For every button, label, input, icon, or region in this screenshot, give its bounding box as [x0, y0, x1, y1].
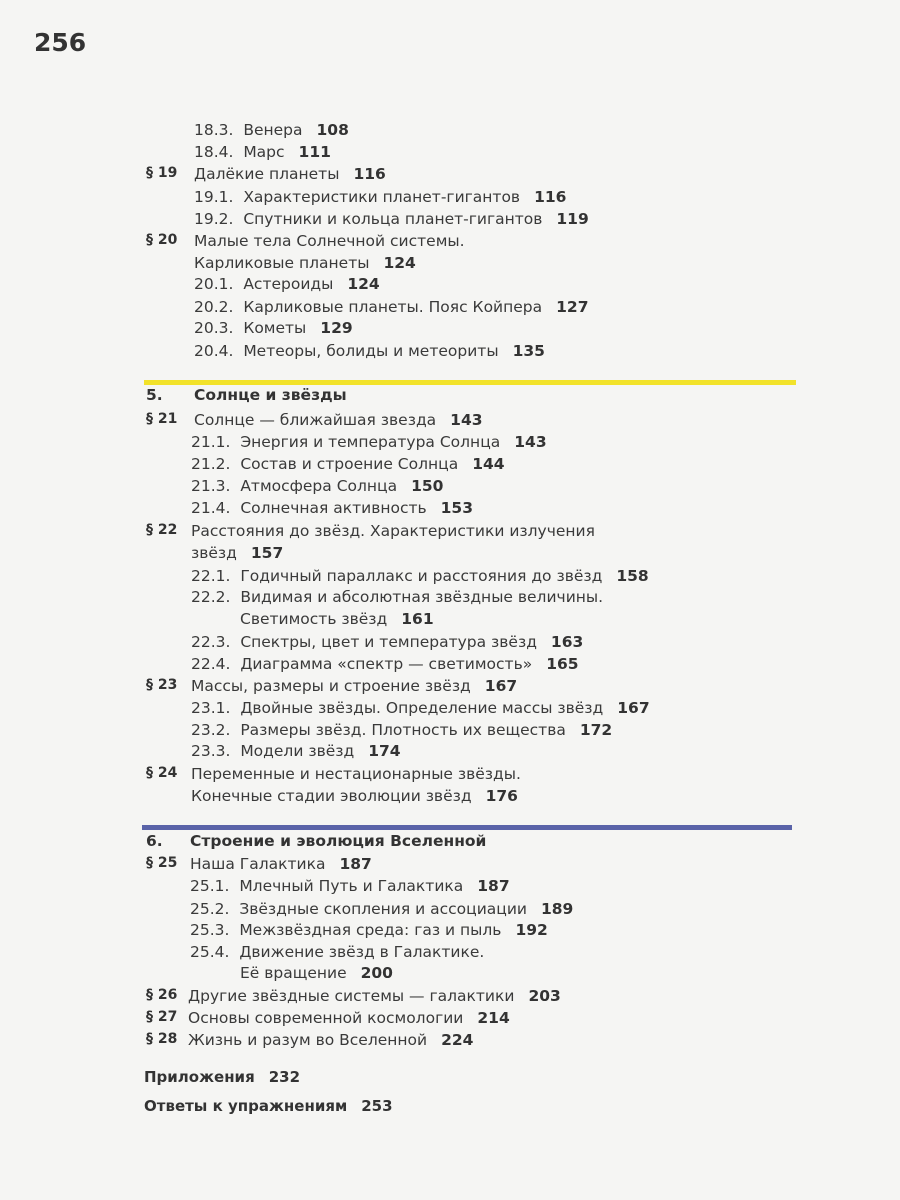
toc-entry — [194, 231, 465, 251]
entry-title: Млечный Путь и Галактика — [239, 877, 464, 895]
section-number: § 25 — [146, 855, 178, 871]
toc-entry — [191, 566, 649, 586]
section-number: § 20 — [146, 232, 178, 248]
entry-title: Диаграмма «спектр — светимость» — [240, 655, 533, 673]
toc-entry — [194, 297, 589, 317]
toc-entry — [188, 986, 561, 1006]
entry-title: Кометы — [243, 319, 307, 337]
subsection-number: 20.1. — [194, 275, 234, 293]
toc-entry — [190, 876, 510, 896]
subsection-number: 20.2. — [194, 298, 234, 316]
entry-title: Жизнь и разум во Вселенной — [188, 1031, 428, 1049]
entry-page: 167 — [484, 677, 518, 695]
entry-page: 135 — [512, 342, 545, 360]
entry-title: Спутники и кольца планет-гигантов — [243, 210, 543, 228]
subsection-number: 21.3. — [191, 477, 231, 495]
subsection-number: 23.2. — [191, 721, 231, 739]
entry-page: 161 — [401, 610, 434, 628]
toc-entry — [191, 543, 283, 563]
entry-title: Расстояния до звёзд. Характеристики излучения — [191, 522, 595, 540]
subsection-number: 21.2. — [191, 455, 231, 473]
toc-entry — [190, 920, 548, 940]
subsection-number: 21.4. — [191, 499, 231, 517]
entry-page: 124 — [383, 254, 416, 272]
toc-entry — [194, 341, 545, 361]
toc-entry — [191, 741, 401, 761]
entry-title: Метеоры, болиды и метеориты — [243, 342, 499, 360]
entry-page: 153 — [440, 499, 473, 517]
entry-page: 157 — [250, 544, 284, 562]
toc-entry — [194, 253, 416, 273]
entry-title: Другие звёздные системы — галактики — [188, 987, 515, 1005]
entry-title: Переменные и нестационарные звёзды. — [191, 765, 521, 783]
subsection-number: 22.4. — [191, 655, 231, 673]
appendix-page: 253 — [361, 1097, 393, 1115]
entry-title: Светимость звёзд — [240, 610, 388, 628]
toc-entry — [194, 410, 483, 430]
entry-title: Размеры звёзд. Плотность их вещества — [240, 721, 566, 739]
subsection-number: 22.3. — [191, 633, 231, 651]
toc-entry — [190, 942, 484, 962]
entry-title: Спектры, цвет и температура звёзд — [240, 633, 537, 651]
page-number: 256 — [34, 28, 87, 57]
toc-entry — [188, 1030, 473, 1050]
entry-title: Модели звёзд — [240, 742, 355, 760]
entry-title: Карликовые планеты. Пояс Койпера — [243, 298, 543, 316]
entry-title: Характеристики планет-гигантов — [243, 188, 521, 206]
entry-title: Её вращение — [240, 964, 347, 982]
toc-entry — [191, 521, 595, 541]
section-number: § 19 — [146, 165, 178, 181]
subsection-number: 18.4. — [194, 143, 234, 161]
entry-title: Венера — [243, 121, 303, 139]
toc-entry — [191, 454, 505, 474]
entry-title: Атмосфера Солнца — [240, 477, 398, 495]
toc-entry — [240, 963, 393, 983]
toc-entry — [191, 498, 473, 518]
toc-entry — [240, 609, 434, 629]
entry-page: 187 — [339, 855, 372, 873]
toc-entry — [191, 764, 521, 784]
entry-title: Массы, размеры и строение звёзд — [191, 677, 471, 695]
entry-title: Двойные звёзды. Определение массы звёзд — [240, 699, 604, 717]
subsection-number: 25.4. — [190, 943, 230, 961]
appendix-title: Приложения — [144, 1068, 255, 1086]
section-number: § 28 — [146, 1031, 178, 1047]
entry-title: Движение звёзд в Галактике. — [239, 943, 485, 961]
toc-entry — [194, 142, 331, 162]
entry-title: Состав и строение Солнца — [240, 455, 459, 473]
entry-page: 189 — [540, 900, 574, 918]
chapter-number: 6. — [146, 832, 163, 850]
subsection-number: 20.3. — [194, 319, 234, 337]
subsection-number: 25.2. — [190, 900, 230, 918]
toc-entry — [191, 786, 518, 806]
chapter-title: Строение и эволюция Вселенной — [190, 832, 487, 850]
toc-entry — [190, 854, 372, 874]
toc-entry — [191, 632, 583, 652]
subsection-number: 25.3. — [190, 921, 230, 939]
toc-entry — [194, 274, 380, 294]
toc-entry — [194, 318, 353, 338]
entry-title: Карликовые планеты — [194, 254, 370, 272]
toc-entry — [191, 698, 650, 718]
appendix-title: Ответы к упражнениям — [144, 1097, 348, 1115]
entry-page: 124 — [347, 275, 380, 293]
subsection-number: 19.2. — [194, 210, 234, 228]
appendix-page: 232 — [268, 1068, 301, 1086]
chapter-number: 5. — [146, 386, 163, 404]
section-number: § 22 — [146, 522, 178, 538]
toc-entry — [194, 187, 566, 207]
entry-page: 108 — [316, 121, 349, 139]
toc-entry — [194, 209, 589, 229]
toc-entry — [191, 654, 579, 674]
entry-page: 116 — [353, 165, 386, 183]
entry-title: Астероиды — [243, 275, 334, 293]
entry-title: Далёкие планеты — [194, 165, 340, 183]
toc-entry — [188, 1008, 510, 1028]
entry-page: 158 — [616, 567, 649, 585]
appendix-entry — [144, 1068, 300, 1086]
entry-page: 172 — [579, 721, 613, 739]
chapter-divider — [144, 380, 796, 385]
entry-title: Годичный параллакс и расстояния до звёзд — [240, 567, 603, 585]
entry-title: Конечные стадии эволюции звёзд — [191, 787, 472, 805]
appendix-entry — [144, 1097, 393, 1115]
entry-page: 224 — [441, 1031, 474, 1049]
entry-page: 116 — [534, 188, 567, 206]
entry-title: Наша Галактика — [190, 855, 326, 873]
entry-title: Марс — [243, 143, 285, 161]
entry-title: Основы современной космологии — [188, 1009, 464, 1027]
entry-page: 167 — [617, 699, 650, 717]
toc-entry — [194, 164, 386, 184]
toc-entry — [191, 720, 612, 740]
toc-entry — [191, 676, 517, 696]
section-number: § 26 — [146, 987, 178, 1003]
toc-entry — [191, 587, 603, 607]
entry-page: 174 — [368, 742, 401, 760]
entry-title: Солнечная активность — [240, 499, 427, 517]
section-number: § 23 — [146, 677, 178, 693]
entry-page: 143 — [514, 433, 547, 451]
section-number: § 21 — [146, 411, 178, 427]
toc-entry — [190, 899, 573, 919]
entry-title: Звёздные скопления и ассоциации — [239, 900, 527, 918]
entry-title: Малые тела Солнечной системы. — [194, 232, 465, 250]
entry-page: 143 — [450, 411, 483, 429]
entry-page: 200 — [360, 964, 393, 982]
entry-title: Видимая и абсолютная звёздные величины. — [240, 588, 604, 606]
entry-page: 111 — [298, 143, 331, 161]
subsection-number: 19.1. — [194, 188, 234, 206]
section-number: § 27 — [146, 1009, 178, 1025]
entry-title: Межзвёздная среда: газ и пыль — [239, 921, 502, 939]
entry-page: 129 — [320, 319, 353, 337]
entry-page: 150 — [411, 477, 444, 495]
chapter-divider — [142, 825, 792, 830]
toc-entry — [194, 120, 349, 140]
section-number: § 24 — [146, 765, 178, 781]
entry-page: 119 — [556, 210, 589, 228]
subsection-number: 22.1. — [191, 567, 231, 585]
entry-page: 214 — [477, 1009, 510, 1027]
entry-title: Солнце — ближайшая звезда — [194, 411, 437, 429]
subsection-number: 18.3. — [194, 121, 234, 139]
toc-entry — [191, 476, 443, 496]
subsection-number: 25.1. — [190, 877, 230, 895]
toc-entry — [191, 432, 547, 452]
subsection-number: 20.4. — [194, 342, 234, 360]
entry-page: 187 — [477, 877, 510, 895]
entry-title: звёзд — [191, 544, 237, 562]
entry-page: 127 — [556, 298, 589, 316]
entry-page: 165 — [546, 655, 579, 673]
entry-page: 203 — [528, 987, 561, 1005]
entry-page: 163 — [550, 633, 584, 651]
subsection-number: 21.1. — [191, 433, 231, 451]
entry-page: 176 — [485, 787, 518, 805]
subsection-number: 23.1. — [191, 699, 231, 717]
subsection-number: 23.3. — [191, 742, 231, 760]
subsection-number: 22.2. — [191, 588, 231, 606]
chapter-title: Солнце и звёзды — [194, 386, 347, 404]
entry-page: 144 — [472, 455, 505, 473]
entry-title: Энергия и температура Солнца — [240, 433, 501, 451]
entry-page: 192 — [515, 921, 548, 939]
